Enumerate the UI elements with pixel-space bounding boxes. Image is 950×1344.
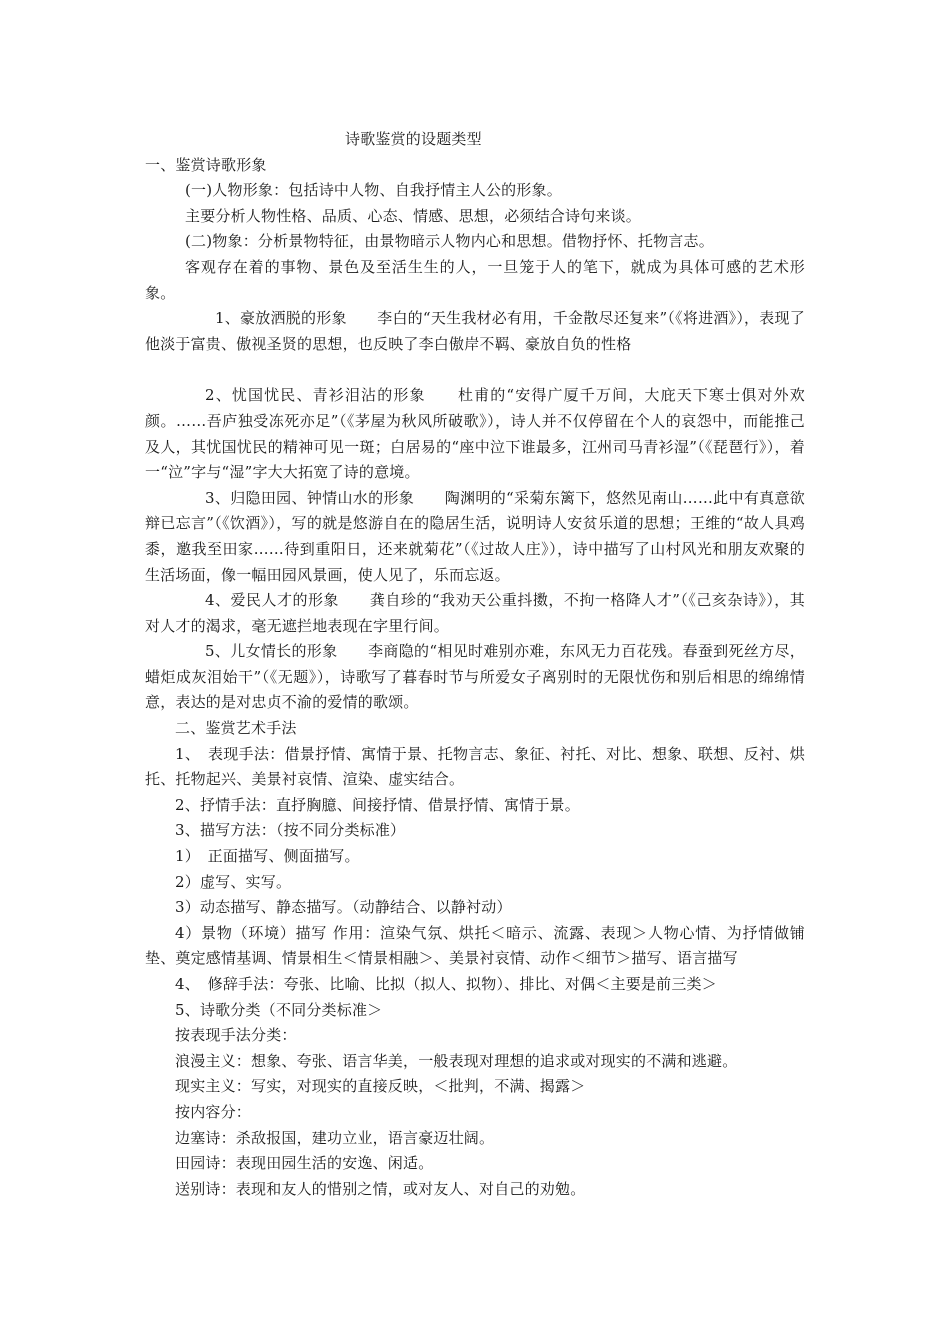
section-heading-2: 二、鉴赏艺术手法 xyxy=(175,719,297,738)
section-heading-1: 一、鉴赏诗歌形象 xyxy=(145,155,267,174)
document-title: 诗歌鉴赏的设题类型 xyxy=(345,130,482,148)
paragraph: 5、诗歌分类（不同分类标准＞ xyxy=(175,1000,383,1019)
paragraph: 客观存在着的事物、景色及至活生生的人，一旦笼于人的笔下，就成为具体可感的艺术形象。 xyxy=(145,257,805,302)
paragraph: 4）景物（环境）描写 作用：渲染气氛、烘托＜暗示、流露、表现＞人物心情、为抒情做铺垫、奠定感情基调、情景相生＜情景相融＞、美景衬哀情、动作＜细节＞描写、语言描写 xyxy=(145,923,805,968)
paragraph: 送别诗：表现和友人的惜别之情，或对友人、对自己的劝勉。 xyxy=(175,1179,586,1198)
paragraph: 4、 修辞手法：夸张、比喻、比拟（拟人、拟物）、排比、对偶＜主要是前三类＞ xyxy=(175,975,717,993)
paragraph: 边塞诗：杀敌报国，建功立业，语言豪迈壮阔。 xyxy=(175,1128,495,1147)
paragraph: 1） 正面描写、侧面描写。 xyxy=(175,847,360,866)
paragraph: (二)物象：分析景物特征，由景物暗示人物内心和思想。借物抒怀、托物言志。 xyxy=(185,232,714,251)
paragraph: 田园诗：表现田园生活的安逸、闲适。 xyxy=(175,1154,434,1173)
paragraph: 3、描写方法：（按不同分类标准） xyxy=(175,821,406,840)
paragraph: 浪漫主义：想象、夸张、语言华美，一般表现对理想的追求或对现实的不满和逃避。 xyxy=(175,1051,738,1070)
paragraph: 按内容分： xyxy=(175,1102,252,1121)
paragraph: 2、抒情手法：直抒胸臆、间接抒情、借景抒情、寓情于景。 xyxy=(175,795,580,814)
paragraph-gap xyxy=(145,357,805,383)
document-body xyxy=(145,127,805,1202)
paragraph: 按表现手法分类： xyxy=(175,1026,297,1045)
paragraph: 3、归隐田园、钟情山水的形象 陶渊明的“采菊东篱下，悠然见南山……此中有真意欲辩已忘言”（《饮酒》），写的就是悠游自在的隐居生活，说明诗人安贫乐道的思想；王维的“故人具鸡黍，邀我至田家……待到重阳日，还来就菊花”（《过故人庄》），诗中描写了山村风光和朋友欢聚的生活场面，像一幅田园风景画，使人见了，乐而忘返。 xyxy=(145,488,805,584)
paragraph: 现实主义：写实，对现实的直接反映，＜批判，不满、揭露＞ xyxy=(175,1077,586,1096)
paragraph: 2）虚写、实写。 xyxy=(175,872,292,891)
paragraph: 3）动态描写、静态描写。（动静结合、以静衬动） xyxy=(175,898,512,917)
paragraph: 5、儿女情长的形象 李商隐的“相见时难别亦难，东风无力百花残。春蚕到死丝方尽，蜡炬成灰泪始干”（《无题》），诗歌写了暮春时节与所爱女子离别时的无限忧伤和别后相思的绵绵情意，表达的是对忠贞不渝的爱情的歌颂。 xyxy=(145,642,805,712)
paragraph: 2、忧国忧民、青衫泪沾的形象 杜甫的“安得广厦千万间，大庇天下寒士俱对外欢颜。……吾庐独受冻死亦足”（《茅屋为秋风所破歌》），诗人并不仅停留在个人的哀怨中，而能推己及人，其忧国忧民的精神可见一斑；白居易的“座中泣下谁最多，江州司马青衫湿”（《琵琶行》），着一“泣”字与“湿”字大大拓宽了诗的意境。 xyxy=(145,386,805,482)
paragraph: 4、爱民人才的形象 龚自珍的“我劝天公重抖擞，不拘一格降人才”（《己亥杂诗》），其对人才的渴求，毫无遮拦地表现在字里行间。 xyxy=(145,591,805,635)
paragraph: 1、 表现手法：借景抒情、寓情于景、托物言志、象征、衬托、对比、想象、联想、反衬、烘托、托物起兴、美景衬哀情、渲染、虚实结合。 xyxy=(145,744,805,789)
paragraph: (一)人物形象：包括诗中人物、自我抒情主人公的形象。 xyxy=(185,181,562,200)
paragraph: 主要分析人物性格、品质、心态、情感、思想，必须结合诗句来谈。 xyxy=(185,206,642,225)
paragraph: 1、豪放洒脱的形象 李白的“天生我材必有用，千金散尽还复来”（《将进酒》），表现了他淡于富贵、傲视圣贤的思想，也反映了李白傲岸不羁、豪放自负的性格 xyxy=(145,309,805,353)
